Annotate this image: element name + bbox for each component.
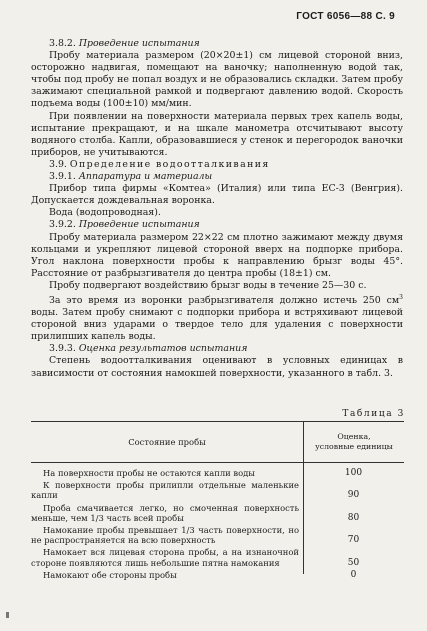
column-header-score-line1: Оценка, <box>337 432 371 441</box>
paragraph: Пробу материала размером (20×20±1) см лицевой стороной вниз, осторожно надвигая, помещают на ваночку; наполненную водой так, чтобы под пробу не попал воздух и не образовались складки. Затем пробу зажимают специальной рамкой и подвергают давлению водой. Скорость подъема воды (100±10) мм/мин. <box>31 50 403 110</box>
heading-3-9-1 <box>31 171 403 183</box>
section-title: Аппаратура и материалы <box>78 171 213 183</box>
heading-3-9-3 <box>31 343 403 355</box>
table-row <box>31 570 404 580</box>
table-caption: Таблица 3 <box>342 409 405 419</box>
cell-state: Намокание пробы превышает 1/3 часть поверхности, но не распространяется на всю поверхность <box>31 525 299 546</box>
cell-score: 90 <box>347 490 360 501</box>
page-header: ГОСТ 6056—88 С. 9 <box>296 11 395 22</box>
table-row <box>31 525 404 545</box>
paragraph: Пробу материала размером 22×22 см плотно зажимают между двумя кольцами и укрепляют лицевой стороной вверх на подпорке прибора. Угол наклона поверхности пробы к направлению брызг воды 45°. Расстояние от разбрызгивателя до центра пробы (18±1) см. <box>31 231 403 279</box>
column-header-score <box>304 422 404 462</box>
paragraph-part: воды. Затем пробу снимают с подпорки прибора и встряхивают лицевой стороной вниз ударами о твердое тело для удаления с поверхности прилипших капель воды. <box>31 307 403 343</box>
heading-3-8-2 <box>31 38 403 50</box>
heading-3-9 <box>31 159 403 171</box>
cell-state: К поверхности пробы прилипли отдельные маленькие капли <box>31 480 299 501</box>
paragraph-part: За это время из воронки разбрызгивателя должно истечь 250 см <box>49 294 400 306</box>
table-row <box>31 503 404 523</box>
section-number: 3.9.3. <box>49 343 76 355</box>
cell-score: 50 <box>347 557 360 568</box>
section-title: Проведение испытания <box>78 219 200 231</box>
paragraph: Вода (водопроводная). <box>49 207 161 219</box>
section-number: 3.9.2. <box>49 219 76 231</box>
section-title: Определение водоотталкивания <box>69 158 270 170</box>
section-number: 3.9.1. <box>49 171 76 183</box>
cell-state: На поверхности пробы не остаются капли воды <box>43 468 255 478</box>
cell-state: Намокают обе стороны пробы <box>43 569 177 580</box>
table-body <box>31 463 404 580</box>
column-header-state: Состояние пробы <box>31 422 304 462</box>
paragraph: Степень водоотталкивания оценивают в условных единицах в зависимости от состояния намокшей поверхности, указанного в табл. 3. <box>31 355 403 379</box>
cell-state: Проба смачивается легко, но смоченная поверхность меньше, чем 1/3 часть всей пробы <box>31 502 299 523</box>
cell-score: 100 <box>344 468 363 478</box>
section-title: Проведение испытания <box>78 38 200 49</box>
table-3 <box>31 421 404 582</box>
table-column-divider <box>303 421 304 574</box>
document-body <box>31 38 403 380</box>
paragraph <box>31 292 403 343</box>
table-row <box>31 480 404 500</box>
paragraph: Прибор типа фирмы «Комтеа» (Италия) или типа ЕС-3 (Венгрия). Допускается дождевальная воронка. <box>31 183 403 207</box>
column-header-score-line2: условные единицы <box>315 442 393 451</box>
table-row <box>31 547 404 567</box>
cell-score: 70 <box>347 535 360 546</box>
table-row <box>31 468 404 478</box>
superscript: 3 <box>399 293 403 301</box>
cell-score: 0 <box>350 569 357 580</box>
paragraph: При появлении на поверхности материала первых трех капель воды, испытание прекращают, и на шкале манометра отсчитывают высоту водяного столба. Капли, образовавшиеся у стенок и перегородок ваночки приборов, не учитываются. <box>31 110 403 158</box>
cell-state: Намокает вся лицевая сторона пробы, а на изнаночной стороне появляются лишь небольшие пятна намокания <box>31 547 299 568</box>
paragraph: Пробу подвергают воздействию брызг воды в течение 25—30 с. <box>49 279 367 291</box>
section-title: Оценка результатов испытания <box>78 343 248 355</box>
section-number: 3.8.2. <box>49 38 76 49</box>
section-number: 3.9. <box>49 158 67 170</box>
scan-mark <box>6 612 9 618</box>
table-header <box>31 421 404 463</box>
heading-3-9-2 <box>31 219 403 231</box>
cell-score: 80 <box>347 512 360 523</box>
